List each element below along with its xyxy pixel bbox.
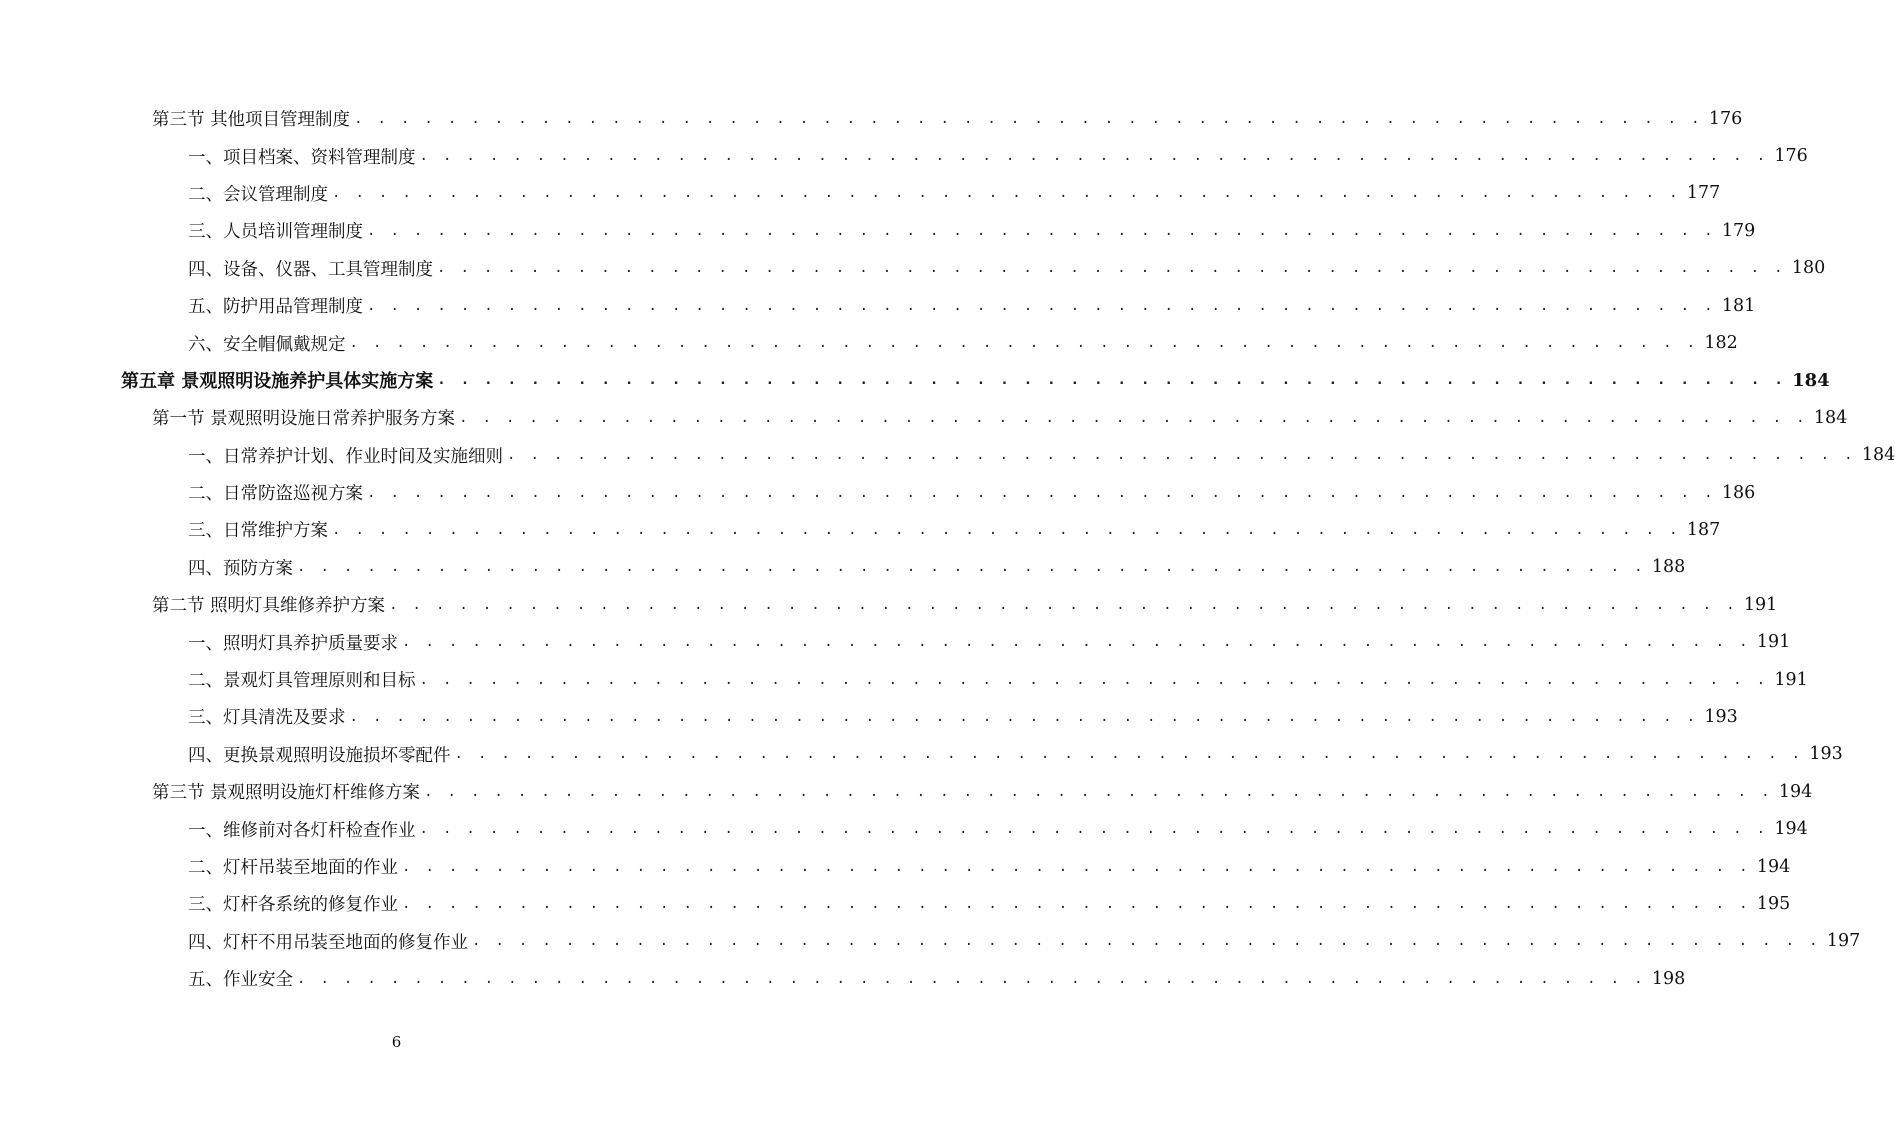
toc-leader-dots: . . . . . . . . . . . . . . . . . . . . . . . . . . . . . . . . . . . . . . . . . . . . . . . . . . . . . . . . . .: [419, 821, 1769, 838]
toc-entry-title: 六、安全帽佩戴规定: [188, 331, 350, 356]
toc-entry-page: 194: [1774, 819, 1808, 840]
toc-leader-dots: . . . . . . . . . . . . . . . . . . . . . . . . . . . . . . . . . . . . . . . . . . . . . . . . . . . . . . . . . .: [402, 858, 1751, 875]
toc-entry-title: 一、维修前对各灯杆检查作业: [188, 817, 420, 842]
toc-entry-section[interactable]: [0, 773, 1813, 810]
toc-entry-item[interactable]: [0, 736, 1843, 773]
toc-entry-section[interactable]: [0, 586, 1778, 623]
toc-entry-title: 第三节 其他项目管理制度: [152, 106, 354, 131]
toc-entry-page: 184: [1861, 445, 1895, 466]
toc-entry-item[interactable]: [0, 698, 1738, 735]
toc-entry-title: 三、灯杆各系统的修复作业: [188, 891, 402, 916]
toc-entry-item[interactable]: [0, 324, 1738, 361]
toc-entry-item[interactable]: [0, 810, 1808, 847]
toc-entry-item[interactable]: [0, 474, 1756, 511]
toc-entry-item[interactable]: [0, 175, 1721, 212]
toc-leader-dots: . . . . . . . . . . . . . . . . . . . . . . . . . . . . . . . . . . . . . . . . . . . . . . . . . . . . . . . . . .: [297, 970, 1646, 987]
toc-entry-page: 176: [1774, 146, 1808, 167]
toc-entry-title: 第二节 照明灯具维修养护方案: [152, 592, 389, 617]
toc-leader-dots: . . . . . . . . . . . . . . . . . . . . . . . . . . . . . . . . . . . . . . . . . . . . . . . . . . . . . . . . . .: [367, 297, 1716, 314]
toc-leader-dots: . . . . . . . . . . . . . . . . . . . . . . . . . . . . . . . . . . . . . . . . . . . . . . . . . . . . . . . . . .: [472, 933, 1821, 950]
toc-leader-dots: . . . . . . . . . . . . . . . . . . . . . . . . . . . . . . . . . . . . . . . . . . . . . . . . . . . . . . . . . .: [507, 447, 1856, 464]
toc-leader-dots: . . . . . . . . . . . . . . . . . . . . . . . . . . . . . . . . . . . . . . . . . . . . . . . . . . . . . . . . . .: [424, 783, 1773, 800]
toc-entry-page: 179: [1721, 220, 1756, 241]
toc-entry-title: 第五章 景观照明设施养护具体实施方案: [121, 367, 437, 393]
toc-entry-title: 二、灯杆吊装至地面的作业: [188, 854, 402, 879]
toc-entry-page: 186: [1721, 482, 1756, 503]
toc-entry-item[interactable]: [0, 511, 1721, 548]
toc-leader-dots: . . . . . . . . . . . . . . . . . . . . . . . . . . . . . . . . . . . . . . . . . . . . . . . . . . . . . . . . . .: [402, 634, 1751, 651]
toc-leader-dots: . . . . . . . . . . . . . . . . . . . . . . . . . . . . . . . . . . . . . . . . . . . . . . . . . . . . . . . . . .: [402, 895, 1751, 912]
toc-leader-dots: . . . . . . . . . . . . . . . . . . . . . . . . . . . . . . . . . . . . . . . . . . . . . . . . . . . . . . . . . .: [419, 671, 1769, 688]
toc-entry-item[interactable]: [0, 212, 1756, 249]
toc-entry-title: 二、会议管理制度: [188, 181, 332, 206]
toc-entry-title: 四、灯杆不用吊装至地面的修复作业: [188, 929, 472, 954]
toc-leader-dots: . . . . . . . . . . . . . . . . . . . . . . . . . . . . . . . . . . . . . . . . . . . . . . . . . . . . . . . . . .: [367, 222, 1716, 239]
toc-leader-dots: . . . . . . . . . . . . . . . . . . . . . . . . . . . . . . . . . . . . . . . . . . . . . . . . . . . . . . . . . .: [349, 708, 1699, 725]
toc-entry-page: 194: [1756, 856, 1791, 877]
toc-entry-item[interactable]: [0, 549, 1686, 586]
toc-leader-dots: . . . . . . . . . . . . . . . . . . . . . . . . . . . . . . . . . . . . . . . . . . . . . . . . . . . . . . . . . .: [437, 372, 1787, 389]
toc-entry-page: 184: [1792, 369, 1830, 391]
toc-entry-page: 198: [1651, 968, 1686, 989]
toc-entry-page: 177: [1686, 183, 1721, 204]
page-number: 6: [391, 1033, 402, 1051]
toc-entry-section[interactable]: [0, 100, 1743, 137]
toc-entry-page: 187: [1686, 519, 1721, 540]
toc-entry-page: 191: [1743, 594, 1778, 615]
toc-entry-item[interactable]: [0, 287, 1756, 324]
toc-entry-chapter[interactable]: [0, 362, 1830, 399]
toc-leader-dots: . . . . . . . . . . . . . . . . . . . . . . . . . . . . . . . . . . . . . . . . . . . . . . . . . . . . . . . . . .: [349, 335, 1699, 352]
toc-entry-page: 176: [1708, 108, 1743, 129]
toc-entry-title: 五、作业安全: [188, 966, 297, 991]
toc-entry-page: 191: [1774, 669, 1808, 690]
toc-entry-item[interactable]: [0, 250, 1826, 287]
table-of-contents: [0, 100, 1895, 997]
toc-leader-dots: . . . . . . . . . . . . . . . . . . . . . . . . . . . . . . . . . . . . . . . . . . . . . . . . . . . . . . . . . .: [459, 409, 1808, 426]
toc-entry-title: 四、预防方案: [188, 555, 297, 580]
toc-entry-page: 180: [1791, 258, 1826, 279]
toc-entry-title: 一、项目档案、资料管理制度: [188, 144, 420, 169]
toc-leader-dots: . . . . . . . . . . . . . . . . . . . . . . . . . . . . . . . . . . . . . . . . . . . . . . . . . . . . . . . . . .: [367, 484, 1716, 501]
toc-entry-title: 三、人员培训管理制度: [188, 218, 367, 243]
toc-entry-page: 182: [1704, 333, 1738, 354]
toc-entry-title: 五、防护用品管理制度: [188, 293, 367, 318]
toc-leader-dots: . . . . . . . . . . . . . . . . . . . . . . . . . . . . . . . . . . . . . . . . . . . . . . . . . . . . . . . . . .: [419, 148, 1769, 165]
toc-entry-page: 191: [1756, 632, 1791, 653]
toc-entry-page: 193: [1809, 744, 1843, 765]
toc-entry-page: 194: [1778, 781, 1813, 802]
toc-entry-item[interactable]: [0, 661, 1808, 698]
toc-entry-page: 197: [1826, 931, 1861, 952]
toc-entry-title: 二、日常防盗巡视方案: [188, 480, 367, 505]
toc-entry-title: 一、照明灯具养护质量要求: [188, 630, 402, 655]
toc-entry-title: 四、设备、仪器、工具管理制度: [188, 256, 437, 281]
toc-leader-dots: . . . . . . . . . . . . . . . . . . . . . . . . . . . . . . . . . . . . . . . . . . . . . . . . . . . . . . . . . .: [437, 260, 1786, 277]
toc-entry-title: 三、日常维护方案: [188, 517, 332, 542]
toc-entry-item[interactable]: [0, 885, 1791, 922]
toc-entry-page: 188: [1651, 557, 1686, 578]
toc-leader-dots: . . . . . . . . . . . . . . . . . . . . . . . . . . . . . . . . . . . . . . . . . . . . . . . . . . . . . . . . . .: [389, 596, 1738, 613]
toc-entry-title: 四、更换景观照明设施损坏零配件: [188, 742, 455, 767]
toc-entry-title: 第一节 景观照明设施日常养护服务方案: [152, 405, 459, 430]
toc-entry-title: 二、景观灯具管理原则和目标: [188, 667, 420, 692]
toc-entry-item[interactable]: [0, 437, 1895, 474]
toc-entry-item[interactable]: [0, 623, 1791, 660]
toc-leader-dots: . . . . . . . . . . . . . . . . . . . . . . . . . . . . . . . . . . . . . . . . . . . . . . . . . . . . . . . . . .: [297, 559, 1646, 576]
toc-entry-title: 三、灯具清洗及要求: [188, 704, 350, 729]
toc-entry-item[interactable]: [0, 923, 1861, 960]
toc-entry-item[interactable]: [0, 848, 1791, 885]
toc-entry-title: 第三节 景观照明设施灯杆维修方案: [152, 779, 424, 804]
toc-leader-dots: . . . . . . . . . . . . . . . . . . . . . . . . . . . . . . . . . . . . . . . . . . . . . . . . . . . . . . . . . .: [332, 521, 1681, 538]
toc-entry-page: 184: [1813, 407, 1848, 428]
toc-leader-dots: . . . . . . . . . . . . . . . . . . . . . . . . . . . . . . . . . . . . . . . . . . . . . . . . . . . . . . . . . .: [332, 185, 1681, 202]
toc-entry-item[interactable]: [0, 137, 1808, 174]
toc-entry-page: 181: [1721, 295, 1756, 316]
toc-entry-page: 193: [1704, 706, 1738, 727]
toc-leader-dots: . . . . . . . . . . . . . . . . . . . . . . . . . . . . . . . . . . . . . . . . . . . . . . . . . . . . . . . . . .: [454, 746, 1804, 763]
toc-leader-dots: . . . . . . . . . . . . . . . . . . . . . . . . . . . . . . . . . . . . . . . . . . . . . . . . . . . . . . . . . .: [354, 110, 1703, 127]
toc-entry-item[interactable]: [0, 960, 1686, 997]
toc-entry-title: 一、日常养护计划、作业时间及实施细则: [188, 443, 507, 468]
toc-entry-page: 195: [1756, 893, 1791, 914]
toc-entry-section[interactable]: [0, 399, 1848, 436]
